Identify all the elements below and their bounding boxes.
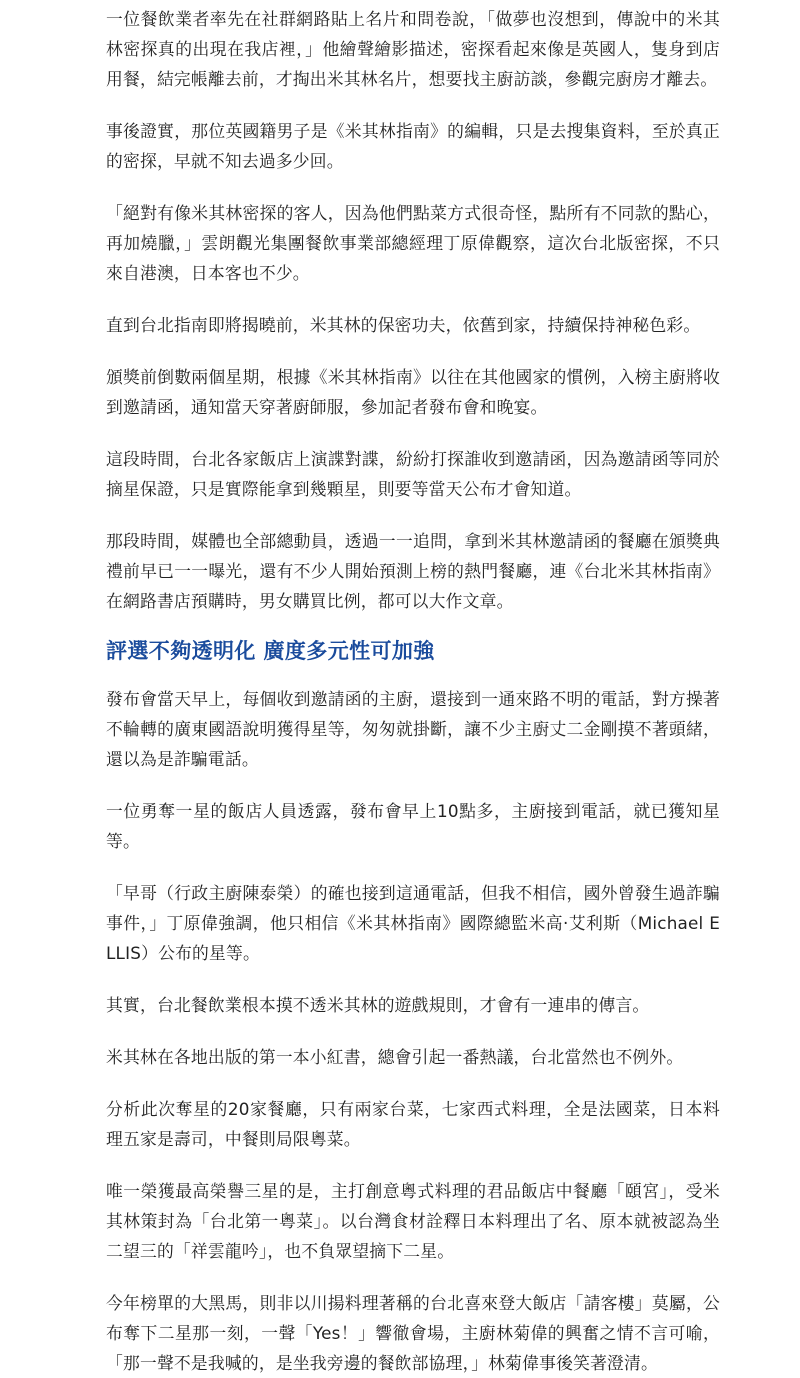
article-body bbox=[106, 0, 720, 1378]
paragraph-9: 一位勇奪一星的飯店人員透露，發布會早上10點多，主廚接到電話，就已獲知星等。 bbox=[106, 801, 720, 851]
paragraph-4: 直到台北指南即將揭曉前，米其林的保密功夫，依舊到家，持續保持神秘色彩。 bbox=[106, 315, 701, 335]
paragraph-10: 「早哥（行政主廚陳泰榮）的確也接到這通電話，但我不相信，國外曾發生過詐騙事件，」丁原偉強調，他只相信《米其林指南》國際總監米高‧艾利斯（Michael ELLIS）公布的星等。 bbox=[106, 883, 720, 963]
paragraph-11: 其實，台北餐飲業根本摸不透米其林的遊戲規則，才會有一連串的傳言。 bbox=[106, 995, 650, 1015]
paragraph-8: 發布會當天早上，每個收到邀請函的主廚，還接到一通來路不明的電話，對方操著不輪轉的廣東國語說明獲得星等，匆匆就掛斷，讓不少主廚丈二金剛摸不著頭緒，還以為是詐騙電話。 bbox=[106, 689, 720, 769]
paragraph-6: 這段時間，台北各家飯店上演諜對諜，紛紛打探誰收到邀請函，因為邀請函等同於摘星保證，只是實際能拿到幾顆星，則要等當天公布才會知道。 bbox=[106, 449, 720, 499]
section-heading: 評選不夠透明化 廣度多元性可加強 bbox=[106, 639, 435, 663]
paragraph-1: 一位餐飲業者率先在社群網路貼上名片和問卷說，「做夢也沒想到，傳說中的米其林密探真的出現在我店裡，」他繪聲繪影描述，密探看起來像是英國人，隻身到店用餐，結完帳離去前，才掏出米其林名片，想要找主廚訪談，參觀完廚房才離去。 bbox=[106, 9, 720, 89]
paragraph-7: 那段時間，媒體也全部總動員，透過一一追問，拿到米其林邀請函的餐廳在頒獎典禮前早已一一曝光，還有不少人開始預測上榜的熱門餐廳，連《台北米其林指南》在網路書店預購時，男女購買比例，都可以大作文章。 bbox=[106, 531, 720, 611]
paragraph-3: 「絕對有像米其林密探的客人，因為他們點菜方式很奇怪，點所有不同款的點心，再加燒臘，」雲朗觀光集團餐飲事業部總經理丁原偉觀察，這次台北版密探，不只來自港澳，日本客也不少。 bbox=[106, 203, 720, 283]
paragraph-13: 分析此次奪星的20家餐廳，只有兩家台菜，七家西式料理，全是法國菜，日本料理五家是壽司，中餐則局限粵菜。 bbox=[106, 1099, 720, 1149]
paragraph-15: 今年榜單的大黑馬，則非以川揚料理著稱的台北喜來登大飯店「請客樓」莫屬，公布奪下二星那一刻，一聲「Yes！」響徹會場，主廚林菊偉的興奮之情不言可喻，「那一聲不是我喊的，是坐我旁邊的餐飲部協理，」林菊偉事後笑著澄清。 bbox=[106, 1293, 720, 1373]
paragraph-5: 頒獎前倒數兩個星期，根據《米其林指南》以往在其他國家的慣例，入榜主廚將收到邀請函，通知當天穿著廚師服，參加記者發布會和晚宴。 bbox=[106, 367, 720, 417]
paragraph-14: 唯一榮獲最高榮譽三星的是，主打創意粵式料理的君品飯店中餐廳「頤宮」，受米其林策封為「台北第一粵菜」。以台灣食材詮釋日本料理出了名、原本就被認為坐二望三的「祥雲龍吟」，也不負眾望摘下二星。 bbox=[106, 1181, 720, 1261]
paragraph-2: 事後證實，那位英國籍男子是《米其林指南》的編輯，只是去搜集資料，至於真正的密探，早就不知去過多少回。 bbox=[106, 121, 720, 171]
paragraph-12: 米其林在各地出版的第一本小紅書，總會引起一番熱議，台北當然也不例外。 bbox=[106, 1047, 684, 1067]
